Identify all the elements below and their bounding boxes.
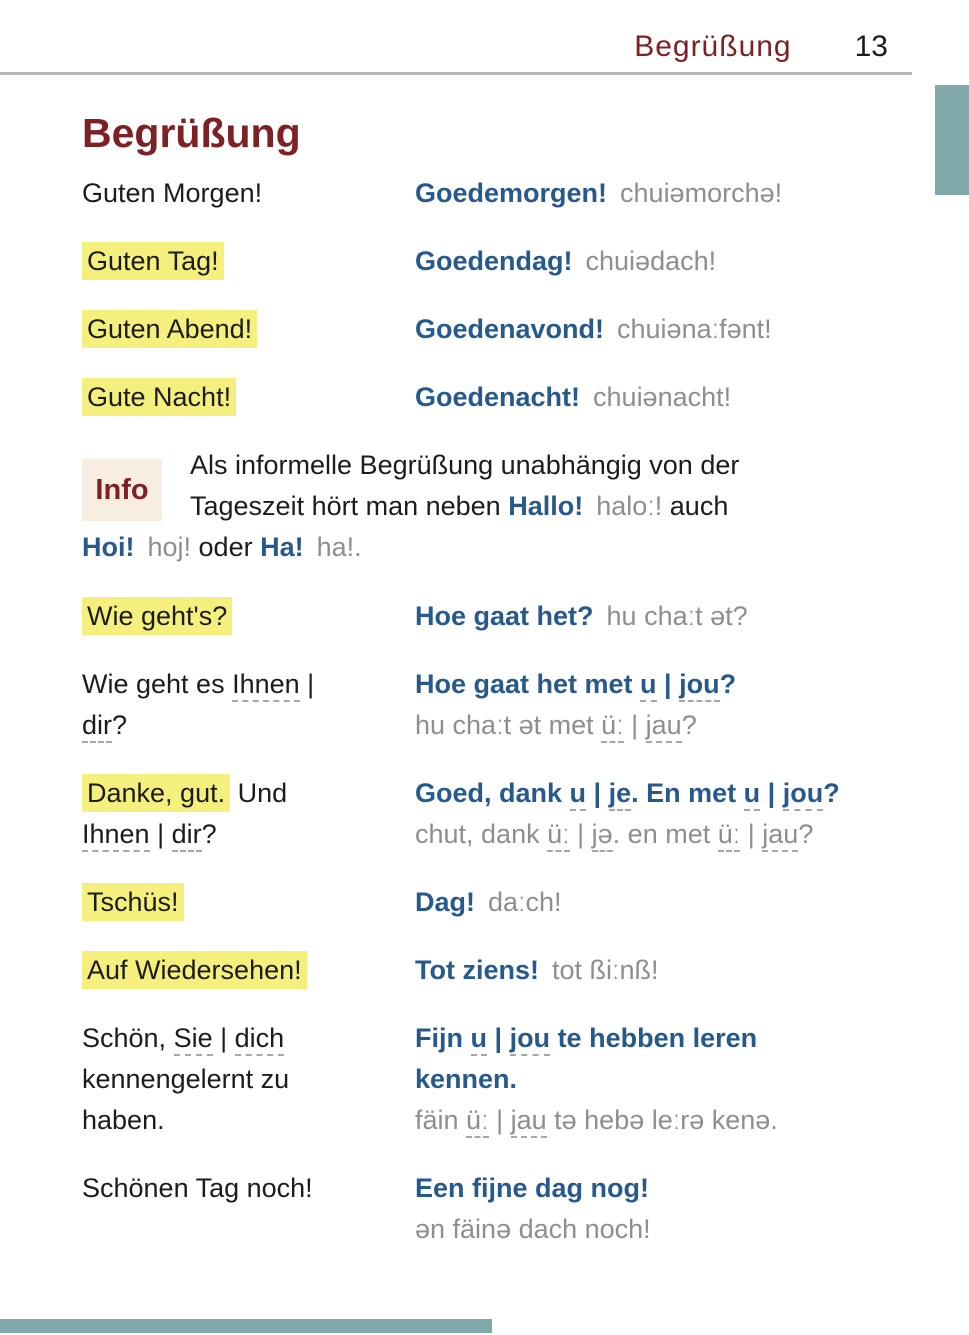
pronunciation-text: fäin (415, 1105, 467, 1135)
text-line (82, 664, 407, 705)
pronunciation-text: . en met (612, 819, 718, 849)
phrase-row (82, 773, 910, 855)
text-line (82, 377, 407, 418)
german-text-highlighted: Auf Wiedersehen! (82, 951, 307, 989)
chapter-footer-bar (0, 1319, 492, 1333)
dutch-text: | (586, 778, 609, 808)
german-column (82, 950, 415, 991)
dutch-text: u (640, 669, 657, 702)
german-column (82, 377, 415, 418)
dutch-text: je (609, 778, 632, 811)
dutch-text: u (570, 778, 587, 811)
german-text: Schönen Tag noch! (82, 1173, 313, 1203)
phrase-row (82, 173, 910, 214)
pronunciation-text: chuiənacht! (593, 382, 732, 412)
dutch-column (415, 882, 910, 923)
dutch-text: jou (510, 1023, 551, 1056)
german-text: Guten Morgen! (82, 178, 263, 208)
dutch-column (415, 241, 910, 282)
german-column (82, 241, 415, 282)
dutch-text: ? (823, 778, 840, 808)
dutch-text: Fijn (415, 1023, 471, 1053)
german-text: haben. (82, 1105, 165, 1135)
dutch-column (415, 664, 910, 746)
german-text: | (299, 669, 315, 699)
text-line (415, 596, 910, 637)
pronunciation-text: hoj! (147, 532, 192, 562)
text-line (82, 1100, 407, 1141)
pronunciation-text: chuiəmorchə! (620, 178, 783, 208)
phrase-row (82, 377, 910, 418)
dutch-text: u (471, 1023, 488, 1056)
text-line (415, 1168, 910, 1209)
pronunciation-text: daːch! (488, 887, 562, 917)
german-text: Sie (174, 1023, 213, 1056)
running-header (634, 30, 888, 64)
dutch-column (415, 173, 910, 214)
german-text-highlighted: Wie geht's? (82, 597, 232, 635)
phrase-row (82, 664, 910, 746)
running-chapter-title: Begrüßung (634, 30, 792, 63)
pronunciation-text: ? (798, 819, 814, 849)
dutch-column (415, 1168, 910, 1250)
text-line (415, 1018, 910, 1059)
german-text: kennengelernt zu (82, 1064, 290, 1094)
dutch-text: Dag! (415, 887, 475, 917)
info-label: Info (82, 459, 162, 521)
text-line (415, 882, 910, 923)
text-line (82, 882, 407, 923)
dutch-text: | (487, 1023, 510, 1053)
german-text-highlighted: Guten Abend! (82, 310, 257, 348)
phrase-row (82, 309, 910, 350)
pronunciation-text: jau (646, 710, 682, 743)
phrase-list (82, 173, 910, 1250)
german-text: Ihnen (232, 669, 300, 702)
german-text-highlighted: Guten Tag! (82, 242, 224, 280)
dutch-text: kennen. (415, 1064, 518, 1094)
text-line (82, 596, 407, 637)
text-line (82, 1018, 407, 1059)
dutch-text: Goedendag! (415, 246, 573, 276)
german-text: dir (172, 819, 202, 852)
dutch-text: jou (679, 669, 720, 702)
pronunciation-text: | (623, 710, 646, 740)
phrase-row (82, 241, 910, 282)
text-line (415, 950, 910, 991)
dutch-column (415, 1018, 910, 1141)
dutch-text: . En met (631, 778, 744, 808)
text-line (82, 173, 407, 214)
pronunciation-text: hu chaːt ət? (606, 601, 748, 631)
dutch-text: Goedenacht! (415, 382, 581, 412)
german-text: dich (235, 1023, 285, 1056)
dutch-text: jou (783, 778, 824, 811)
phrase-row (82, 1018, 910, 1141)
text-line (82, 814, 407, 855)
text-line (415, 241, 910, 282)
pronunciation-text: jau (762, 819, 798, 852)
dutch-text: | (656, 669, 680, 699)
dutch-text: Hoe gaat het? (415, 601, 594, 631)
german-text: auch (662, 491, 729, 521)
text-line (190, 486, 910, 527)
dutch-text: ? (719, 669, 737, 699)
pronunciation-text: chut, dank (415, 819, 548, 849)
german-text-highlighted: Tschüs! (82, 883, 184, 921)
dutch-text: Goedemorgen! (415, 178, 608, 208)
text-line (415, 1209, 910, 1250)
pronunciation-text: ən fäinə dach noch! (415, 1214, 651, 1244)
dutch-text: u (744, 778, 761, 811)
text-line (415, 377, 910, 418)
dutch-text: Hallo! (508, 491, 584, 521)
german-text: ? (112, 710, 128, 740)
pronunciation-text: üː (601, 710, 624, 743)
dutch-text: Hoi! (82, 532, 135, 562)
text-line (82, 1168, 407, 1209)
dutch-column (415, 596, 910, 637)
text-line (415, 664, 910, 705)
german-column (82, 596, 415, 637)
pronunciation-text: jau (511, 1105, 547, 1138)
pronunciation-text: ? (681, 710, 697, 740)
german-column (82, 882, 415, 923)
pronunciation-text: jə (592, 819, 613, 852)
german-text: Tageszeit hört man neben (190, 491, 509, 521)
text-line (415, 1059, 910, 1100)
pronunciation-text: | (569, 819, 592, 849)
pronunciation-text: hu chaːt ət met (415, 710, 602, 740)
german-text: oder (191, 532, 261, 562)
pronunciation-text: üː (718, 819, 741, 852)
text-line (190, 445, 910, 486)
phrase-row (82, 950, 910, 991)
german-column (82, 773, 415, 855)
page-title: Begrüßung (82, 110, 301, 156)
dutch-text: Goed, dank (415, 778, 570, 808)
pronunciation-text: | (740, 819, 763, 849)
text-line (82, 950, 407, 991)
dutch-text: Een fijne dag nog! (415, 1173, 649, 1203)
info-box (82, 445, 910, 569)
pronunciation-text: üː (547, 819, 570, 852)
pronunciation-text: tot ßiːnß! (552, 955, 659, 985)
chapter-side-tab (935, 85, 969, 195)
german-text: | (212, 1023, 235, 1053)
german-text: Schön, (82, 1023, 174, 1053)
header-rule (0, 72, 912, 75)
german-column (82, 173, 415, 214)
german-text: ? (201, 819, 217, 849)
german-text: Wie geht es (82, 669, 233, 699)
pronunciation-text: chuiənaːfənt! (617, 314, 772, 344)
text-line (415, 309, 910, 350)
text-line (82, 309, 407, 350)
dutch-text: Hoe gaat het met (415, 669, 641, 699)
text-line (415, 773, 910, 814)
phrase-row (82, 882, 910, 923)
dutch-text: Tot ziens! (415, 955, 539, 985)
page-content (82, 110, 910, 1277)
text-line (415, 173, 910, 214)
german-column (82, 664, 415, 746)
pronunciation-text: haloː! (596, 491, 663, 521)
phrase-row (82, 1168, 910, 1250)
dutch-text: Ha! (260, 532, 304, 562)
german-text: dir (82, 710, 112, 743)
pronunciation-text: tə hebə leːrə kenə. (546, 1105, 778, 1135)
pronunciation-text: chuiədach! (585, 246, 717, 276)
dutch-column (415, 309, 910, 350)
pronunciation-text: üː (466, 1105, 489, 1138)
german-text-highlighted: Danke, gut. (82, 774, 230, 812)
text-line (415, 1100, 910, 1141)
text-line (82, 773, 407, 814)
pronunciation-text: | (488, 1105, 511, 1135)
text-line (415, 705, 910, 746)
german-text: Ihnen (82, 819, 150, 852)
german-text: Und (230, 778, 288, 808)
german-column (82, 1168, 415, 1250)
phrase-row (82, 596, 910, 637)
german-text: Als informelle Begrüßung unabhängig von der (190, 450, 740, 480)
dutch-column (415, 950, 910, 991)
text-line (82, 241, 407, 282)
dutch-text: te hebben leren (550, 1023, 758, 1053)
dutch-text: | (760, 778, 783, 808)
pronunciation-text: ha!. (316, 532, 362, 562)
german-column (82, 309, 415, 350)
german-column (82, 1018, 415, 1141)
dutch-column (415, 377, 910, 418)
text-line (415, 814, 910, 855)
dutch-text: Goedenavond! (415, 314, 605, 344)
german-text: | (149, 819, 172, 849)
text-line (82, 1059, 407, 1100)
page-number: 13 (854, 30, 888, 63)
text-line (82, 527, 910, 568)
text-line (82, 705, 407, 746)
dutch-column (415, 773, 910, 855)
german-text-highlighted: Gute Nacht! (82, 378, 236, 416)
